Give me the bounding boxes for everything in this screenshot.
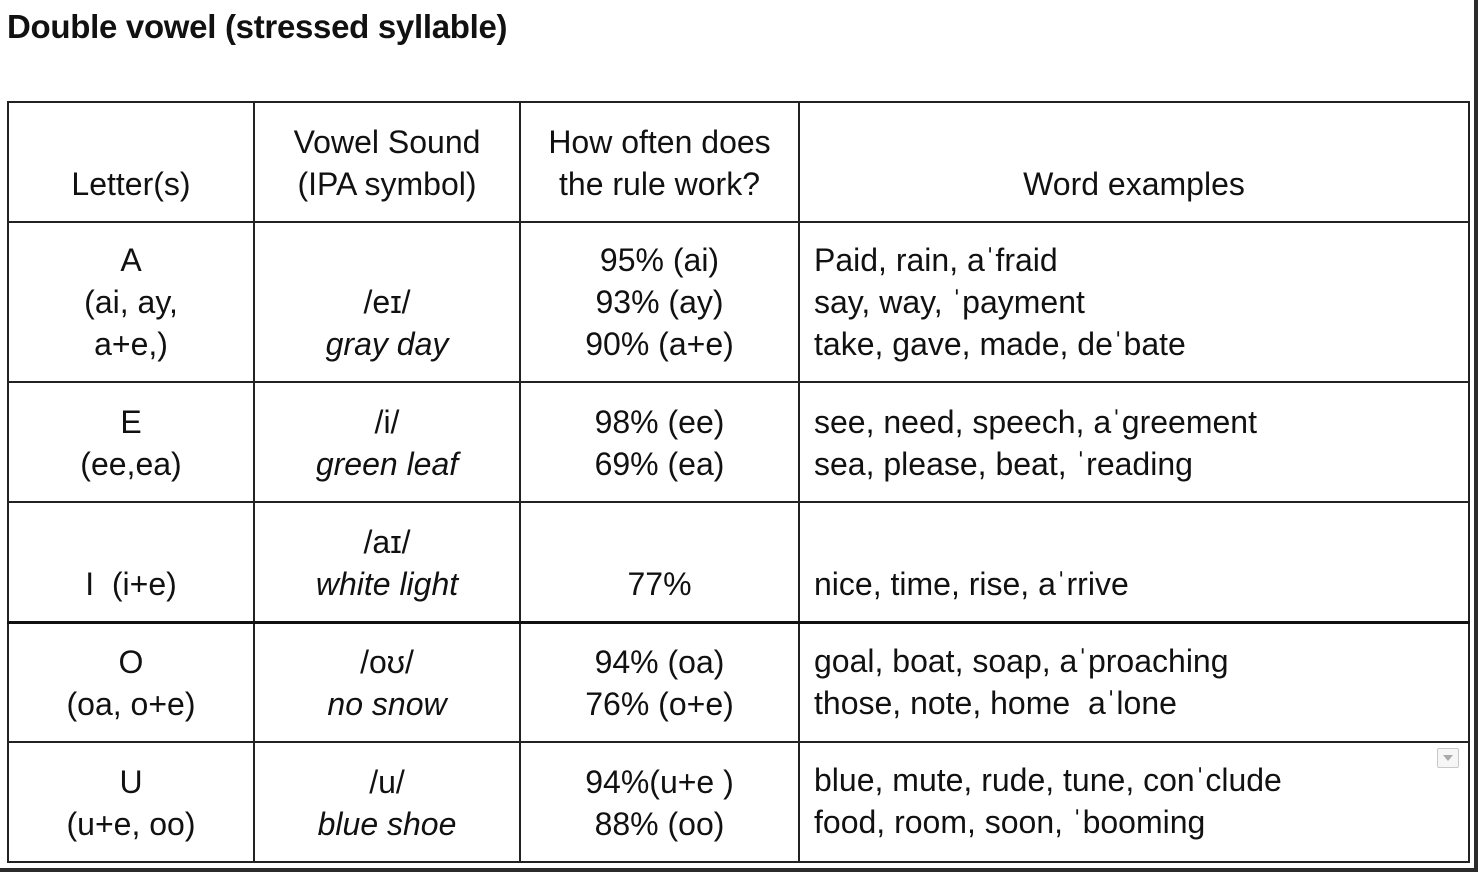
window-border-bottom (0, 868, 1478, 872)
cell-vowel-sound (254, 382, 520, 502)
table-row (8, 742, 1469, 862)
cell-vowel-sound (254, 502, 520, 622)
vowel-rules-table (7, 101, 1470, 863)
header-letters: Letter(s) (8, 102, 254, 222)
cell-how-often: 98% (ee) 69% (ea) (520, 382, 799, 502)
dropdown-button[interactable] (1437, 748, 1459, 768)
ipa-symbol: /i/ (374, 404, 400, 440)
table-row (8, 622, 1469, 742)
cell-letters: O (oa, o+e) (8, 622, 254, 742)
cell-word-examples: blue, mute, rude, tune, conˈclude food, room, soon, ˈbooming (799, 742, 1469, 862)
keyword: no snow (327, 686, 447, 722)
header-vowel-sound: Vowel Sound (IPA symbol) (254, 102, 520, 222)
ipa-symbol: /oʊ/ (360, 644, 414, 680)
cell-letters: I (i+e) (8, 502, 254, 622)
table-header-row (8, 102, 1469, 222)
cell-how-often: 77% (520, 502, 799, 622)
cell-how-often: 94% (oa) 76% (o+e) (520, 622, 799, 742)
table-row (8, 382, 1469, 502)
cell-word-examples: nice, time, rise, aˈrrive (799, 502, 1469, 622)
cell-how-often: 95% (ai) 93% (ay) 90% (a+e) (520, 222, 799, 382)
table-row (8, 502, 1469, 622)
cell-how-often: 94%(u+e ) 88% (oo) (520, 742, 799, 862)
ipa-symbol: /eɪ/ (363, 284, 411, 320)
ipa-symbol: /u/ (369, 764, 405, 800)
keyword: gray day (325, 326, 449, 362)
cell-word-examples: Paid, rain, aˈfraid say, way, ˈpayment take, gave, made, deˈbate (799, 222, 1469, 382)
cell-word-examples: see, need, speech, aˈgreement sea, please, beat, ˈreading (799, 382, 1469, 502)
header-how-often: How often does the rule work? (520, 102, 799, 222)
cell-vowel-sound (254, 622, 520, 742)
chevron-down-icon (1443, 755, 1453, 761)
keyword: blue shoe (317, 806, 457, 842)
cell-word-examples: goal, boat, soap, aˈproaching those, note, home aˈlone (799, 622, 1469, 742)
window-border-right (1474, 0, 1478, 872)
keyword: green leaf (315, 446, 459, 482)
cell-letters: E (ee,ea) (8, 382, 254, 502)
keyword: white light (315, 565, 459, 602)
cell-letters: U (u+e, oo) (8, 742, 254, 862)
page-title: Double vowel (stressed syllable) (7, 8, 508, 45)
cell-vowel-sound (254, 742, 520, 862)
cell-vowel-sound (254, 222, 520, 382)
cell-letters: A (ai, ay, a+e,) (8, 222, 254, 382)
table-row (8, 222, 1469, 382)
ipa-symbol: /aɪ/ (363, 523, 411, 560)
header-word-examples: Word examples (799, 102, 1469, 222)
